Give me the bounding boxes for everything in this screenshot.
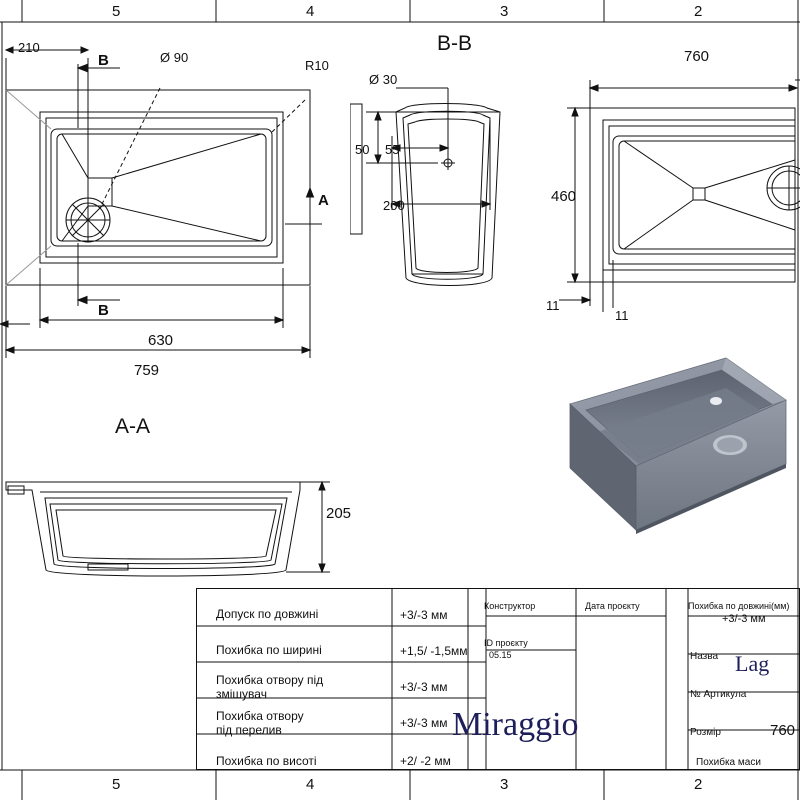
header-artikul: № Артикула [690, 689, 747, 700]
row-label-dovzhyna: Допуск по довжині [216, 607, 319, 621]
value-id-proektu: 05.15 [489, 650, 512, 660]
header-id-proektu: ID проєкту [484, 638, 528, 648]
dim-205: 205 [326, 505, 352, 522]
column-number-top-3: 3 [500, 3, 509, 20]
value-nazva: Lag [735, 651, 770, 676]
radius-r10-label: R10 [305, 58, 329, 73]
dim-200: 200 [383, 198, 405, 213]
column-number-bottom-4: 4 [306, 776, 315, 793]
dim-210: 210 [18, 40, 40, 55]
dim-760: 760 [684, 48, 710, 65]
row-label-zmishuvach-1: Похибка отвору під [216, 673, 324, 687]
column-number-top-5: 5 [112, 3, 121, 20]
header-konstruktor: Конструктор [484, 601, 536, 611]
row-value-shyryna: +1,5/ -1,5мм [400, 644, 468, 658]
header-pohybka-dovzhyna: Похибка по довжині(мм) [688, 601, 790, 611]
row-label-vysota: Похибка по висоті [216, 754, 317, 768]
row-label-pereliv-1: Похибка отвору [216, 709, 304, 723]
dim-55: 55 [385, 142, 400, 157]
dim-11-right: 11 [615, 308, 629, 323]
header-data-proektu: Дата проєкту [585, 601, 640, 611]
dim-460: 460 [551, 188, 577, 205]
section-aa-view [0, 460, 350, 590]
header-nazva: Назва [690, 651, 719, 662]
section-label-b-bottom: B [98, 302, 109, 319]
section-bb-view [350, 60, 540, 310]
row-label-zmishuvach-2: змішувач [216, 687, 267, 701]
header-pohybka-masy: Похибка маси [696, 757, 761, 768]
value-pohybka-dovzhyna: +3/-3 мм [722, 613, 766, 625]
row-label-pereliv-2: під перелив [216, 723, 282, 737]
header-rozmir: Розмір [690, 727, 721, 738]
column-number-bottom-2: 2 [694, 776, 703, 793]
top-view-plan [0, 28, 350, 388]
value-rozmir: 760 [770, 722, 796, 739]
row-value-vysota: +2/ -2 мм [400, 754, 451, 768]
dia-90-label: Ø 90 [160, 50, 189, 65]
dim-50: 50 [355, 142, 370, 157]
dim-11-left: 11 [546, 298, 560, 313]
row-label-shyryna: Похибка по ширині [216, 643, 322, 657]
column-number-bottom-5: 5 [112, 776, 121, 793]
row-value-zmishuvach: +3/-3 мм [400, 680, 448, 694]
section-label-b-top: B [98, 52, 109, 69]
column-number-top-4: 4 [306, 3, 315, 20]
row-value-dovzhyna: +3/-3 мм [400, 608, 448, 622]
section-label-a: A [318, 192, 329, 209]
section-bb-title: B-B [437, 32, 473, 55]
dia-30-label: Ø 30 [369, 72, 398, 87]
section-aa-title: A-A [115, 415, 151, 438]
column-number-bottom-3: 3 [500, 776, 509, 793]
dim-759: 759 [134, 362, 160, 379]
row-value-pereliv: +3/-3 мм [400, 716, 448, 730]
sink-3d-render [540, 340, 800, 560]
column-number-top-2: 2 [694, 3, 703, 20]
brand-logo-text: Miraggio [452, 706, 579, 743]
right-view [545, 60, 800, 320]
dim-630: 630 [148, 332, 174, 349]
